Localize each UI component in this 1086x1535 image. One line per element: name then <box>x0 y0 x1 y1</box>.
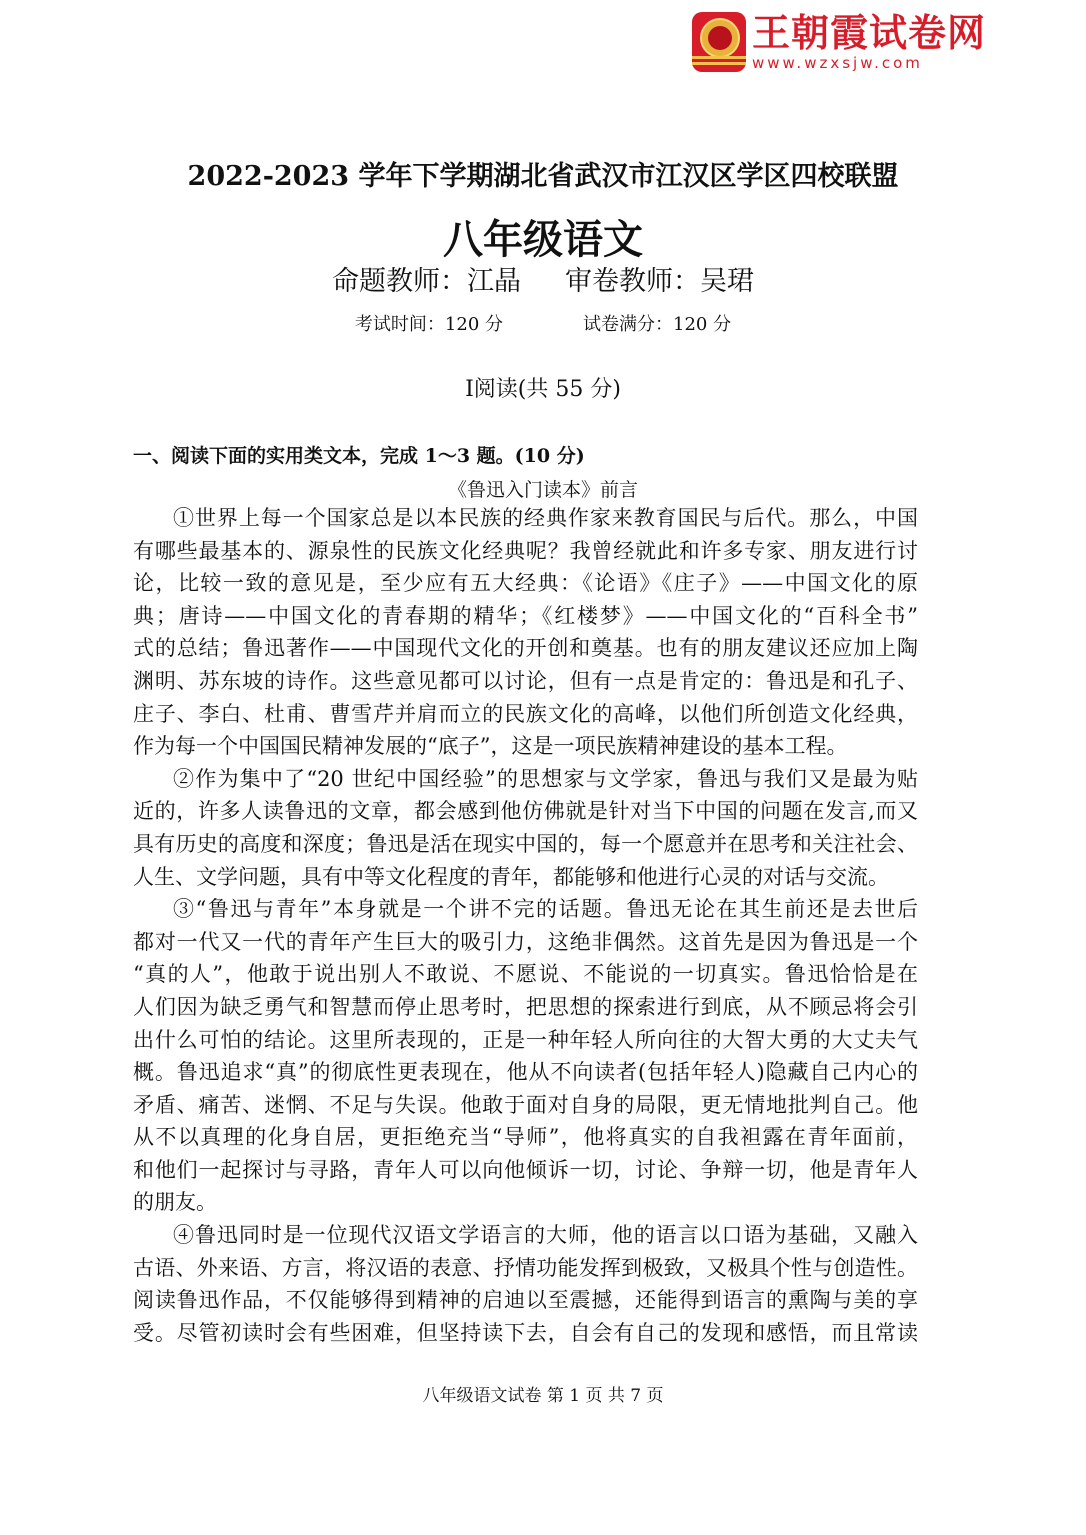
paragraph-2-line: 人生、文学问题，具有中等文化程度的青年，都能够和他进行心灵的对话与交流。 <box>133 864 889 889</box>
full-score: 试卷满分：120 分 <box>583 314 732 335</box>
logo-url: www.wzxsjw.com <box>752 54 923 72</box>
paragraph-2-line: 具有历史的高度和深度；鲁迅是活在现实中国的，每一个愿意并在思考和关注社会、 <box>133 831 918 856</box>
paragraph-3-line: 矛盾、痛苦、迷惘、不足与失误。他敢于面对自身的局限，更无情地批判自己。他 <box>133 1092 918 1117</box>
paragraph-3-line: 人们因为缺乏勇气和智慧而停止思考时，把思想的探索进行到底，从不顾忌将会引 <box>133 994 918 1019</box>
paragraph-3-line: ③“鲁迅与青年”本身就是一个讲不完的话题。鲁迅无论在其生前还是去世后 <box>173 897 918 922</box>
paragraph-1-line: 渊明、苏东坡的诗作。这些意见都可以讨论，但有一点是肯定的：鲁迅是和孔子、 <box>133 668 918 693</box>
paragraph-3-line: 概。鲁迅追求“真”的彻底性更表现在，他从不向读者(包括年轻人)隐藏自己内心的 <box>133 1060 918 1085</box>
section-heading: Ⅰ阅读(共 55 分) <box>465 377 621 402</box>
paragraph-3-line: 从不以真理的化身自居，更拒绝充当“导师”，他将真实的自我袒露在青年面前， <box>133 1125 918 1150</box>
logo-name: 王朝霞试卷网 <box>752 11 987 55</box>
passage-title: 《鲁迅入门读本》前言 <box>447 479 638 501</box>
paragraph-1-line: 有哪些最基本的、源泉性的民族文化经典呢？我曾经就此和许多专家、朋友进行讨 <box>133 538 918 563</box>
exam-subject: 八年级语文 <box>443 216 643 263</box>
paragraph-3-line: 都对一代又一代的青年产生巨大的吸引力，这绝非偶然。这首先是因为鲁迅是一个 <box>133 929 918 954</box>
reviewer: 审卷教师：吴珺 <box>565 266 754 297</box>
exam-title: 2022-2023 学年下学期湖北省武汉市江汉区学区四校联盟 <box>187 161 899 192</box>
exam-time: 考试时间：120 分 <box>354 314 503 335</box>
setter: 命题教师：江晶 <box>332 266 521 297</box>
paragraph-1-line: 论，比较一致的意见是，至少应有五大经典：《论语》《庄子》——中国文化的原 <box>133 571 918 596</box>
paragraph-1-line: 式的总结；鲁迅著作——中国现代文化的开创和奠基。也有的朋友建议还应加上陶 <box>133 636 918 661</box>
paragraph-1-line: 庄子、李白、杜甫、曹雪芹并肩而立的民族文化的高峰，以他们所创造文化经典， <box>133 701 918 726</box>
paragraph-3-line: 的朋友。 <box>133 1190 217 1215</box>
paragraph-1-line: ①世界上每一个国家总是以本民族的经典作家来教育国民与后代。那么，中国 <box>173 506 918 530</box>
paragraph-1-line: 典；唐诗——中国文化的青春期的精华；《红楼梦》——中国文化的“百科全书” <box>133 603 918 628</box>
paragraph-4-line: 受。尽管初读时会有些困难，但坚持读下去，自会有自己的发现和感悟，而且常读 <box>133 1320 918 1345</box>
teachers-line <box>0 259 1086 298</box>
paragraph-4-line: ④鲁迅同时是一位现代汉语文学语言的大师，他的语言以口语为基础，又融入 <box>173 1223 918 1248</box>
paragraph-3-line: 和他们一起探讨与寻路，青年人可以向他倾诉一切，讨论、争辩一切，他是青年人 <box>133 1157 918 1182</box>
exam-info <box>0 310 1086 336</box>
paragraph-3-line: 出什么可怕的结论。这里所表现的，正是一种年轻人所向往的大智大勇的大丈夫气 <box>133 1027 918 1052</box>
paragraph-1-line: 作为每一个中国国民精神发展的“底子”，这是一项民族精神建设的基本工程。 <box>133 734 848 759</box>
paragraph-4-line: 古语、外来语、方言，将汉语的表意、抒情功能发挥到极致，又极具个性与创造性。 <box>133 1255 918 1280</box>
paragraph-4-line: 阅读鲁迅作品，不仅能够得到精神的启迪以至震撼，还能得到语言的熏陶与美的享 <box>133 1288 918 1313</box>
site-logo <box>692 12 986 72</box>
logo-emblem-icon <box>692 12 746 72</box>
paragraph-3-line: “真的人”，他敢于说出别人不敢说、不愿说、不能说的一切真实。鲁迅恰恰是在 <box>133 962 918 987</box>
paragraph-2-line: ②作为集中了“20 世纪中国经验”的思想家与文学家，鲁迅与我们又是最为贴 <box>173 766 918 791</box>
passage-body <box>133 502 918 1349</box>
page-footer: 八年级语文试卷 第 1 页 共 7 页 <box>422 1386 664 1406</box>
question-heading: 一、阅读下面的实用类文本，完成 1～3 题。(10 分) <box>133 445 585 467</box>
paragraph-2-line: 近的，许多人读鲁迅的文章，都会感到他仿佛就是针对当下中国的问题在发言,而又 <box>133 799 918 824</box>
